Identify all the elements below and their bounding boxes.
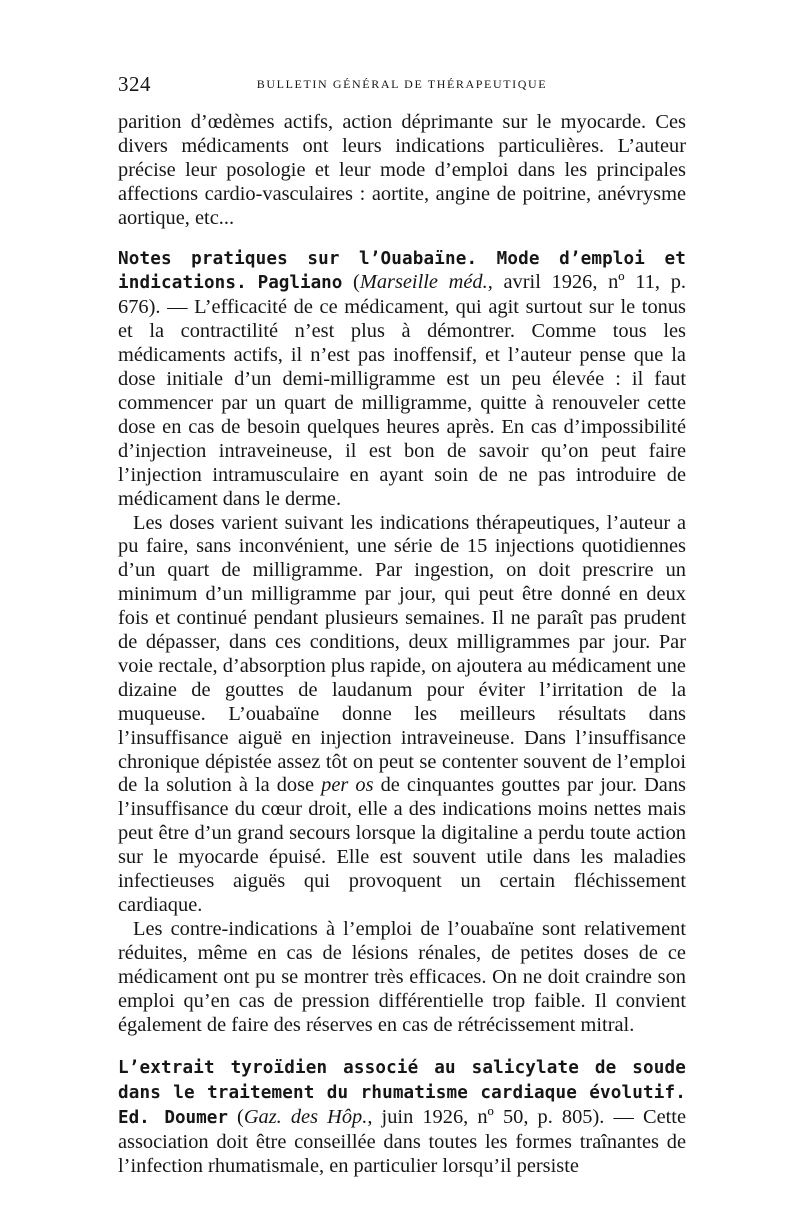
- page-number: 324: [118, 72, 151, 96]
- paragraph-doses-text-end: de cinquantes gouttes par jour. Dans l’insuffisance du cœur droit, elle a des indications moins nettes mais peut être d’un grand secours lorsque la digitaline a perdu toute action sur le myocarde épuisé. Elle est souvent utile dans les maladies infectieuses aiguës qui provoquent un certain fléchissement cardiaque.: [118, 774, 686, 916]
- notice-ref-open: (: [227, 1106, 244, 1129]
- notice-ouabaine: [118, 247, 686, 512]
- latin-phrase: per os: [321, 774, 374, 797]
- notice-author: Ed. Doumer: [118, 1108, 228, 1129]
- running-title: BULLETIN GÉNÉRAL DE THÉRAPEUTIQUE: [256, 77, 548, 91]
- notice-text: — Cette association doit être conseillée dans toutes les formes traînantes de l’infection rhumatismale, en particulier lorsqu’il persiste: [118, 1106, 686, 1178]
- notice-author: Pagliano: [257, 273, 343, 294]
- paragraph-continuation: parition d’œdèmes actifs, action déprimante sur le myocarde. Ces divers médicaments ont leurs indications particulières. L’auteur précise leur posologie et leur mode d’emploi dans les principales affections cardio-vasculaires : aortite, angine de poitrine, anévrysme aortique, etc...: [118, 111, 686, 229]
- paragraph-contraindications: Les contre-indications à l’emploi de l’ouabaïne sont relativement réduites, même en cas de lésions rénales, de petites doses de ce médicament ont pu se montrer très efficaces. On ne doit craindre son emploi qu’en cas de pression différentielle trop faible. Il convient également de faire des réserves en cas de rétrécissement mitral.: [118, 917, 686, 1036]
- notice-title: L’extrait tyroïdien associé au salicylate de soude dans le traitement du rhumatisme cardiaque évolutif.: [118, 1058, 686, 1104]
- notice-text: — L’efficacité de ce médicament, qui agit surtout sur le tonus et la contractilité n’est plus à démontrer. Comme tous les médicaments actifs, il n’est pas inoffensif, et l’auteur pense que la dose initiale d’un demi-milligramme est un peu élevée : il faut commencer par un quart de milligramme, quitte à renouveler cette dose en cas de besoin quelques heures après. En cas d’impossibilité d’injection intraveineuse, il est bon de savoir qu’on peut faire l’injection intramusculaire en ayant soin de ne pas introduire de médicament dans le derme.: [118, 296, 686, 510]
- body-text: [118, 111, 686, 1179]
- notice-ref-open: (: [342, 271, 360, 294]
- notice-journal: Marseille méd.: [359, 271, 488, 294]
- notice-journal: Gaz. des Hôp.: [243, 1106, 368, 1129]
- page-header: [118, 72, 686, 102]
- notice-title: Notes pratiques sur l’Ouabaïne. Mode d’emploi et indications.: [118, 248, 686, 294]
- notice-ref-details: , juin 1926, nº 50, p. 805).: [367, 1106, 605, 1129]
- notice-ref-details: , avril 1926, nº 11, p. 676).: [118, 271, 686, 319]
- paragraph-doses: [118, 512, 686, 918]
- notice-thyroid-extract: [118, 1056, 686, 1179]
- paragraph-doses-text: Les doses varient suivant les indications thérapeutiques, l’auteur a pu faire, sans inconvénient, une série de 15 injections quotidiennes d’un quart de milligramme. Par ingestion, on doit prescrire un minimum d’un milligramme par jour, qui peut être donné en deux fois et continué pendant plusieurs semaines. Il ne paraît pas prudent de dépasser, dans ces conditions, deux milligrammes par jour. Par voie rectale, d’absorption plus rapide, on ajoutera au médicament une dizaine de gouttes de laudanum pour éviter l’irritation de la muqueuse. L’ouabaïne donne les meilleurs résultats dans l’insuffisance aiguë en injection intraveineuse. Dans l’insuffisance chronique dépistée assez tôt on peut se contenter souvent de l’emploi de la solution à la dose: [118, 511, 686, 797]
